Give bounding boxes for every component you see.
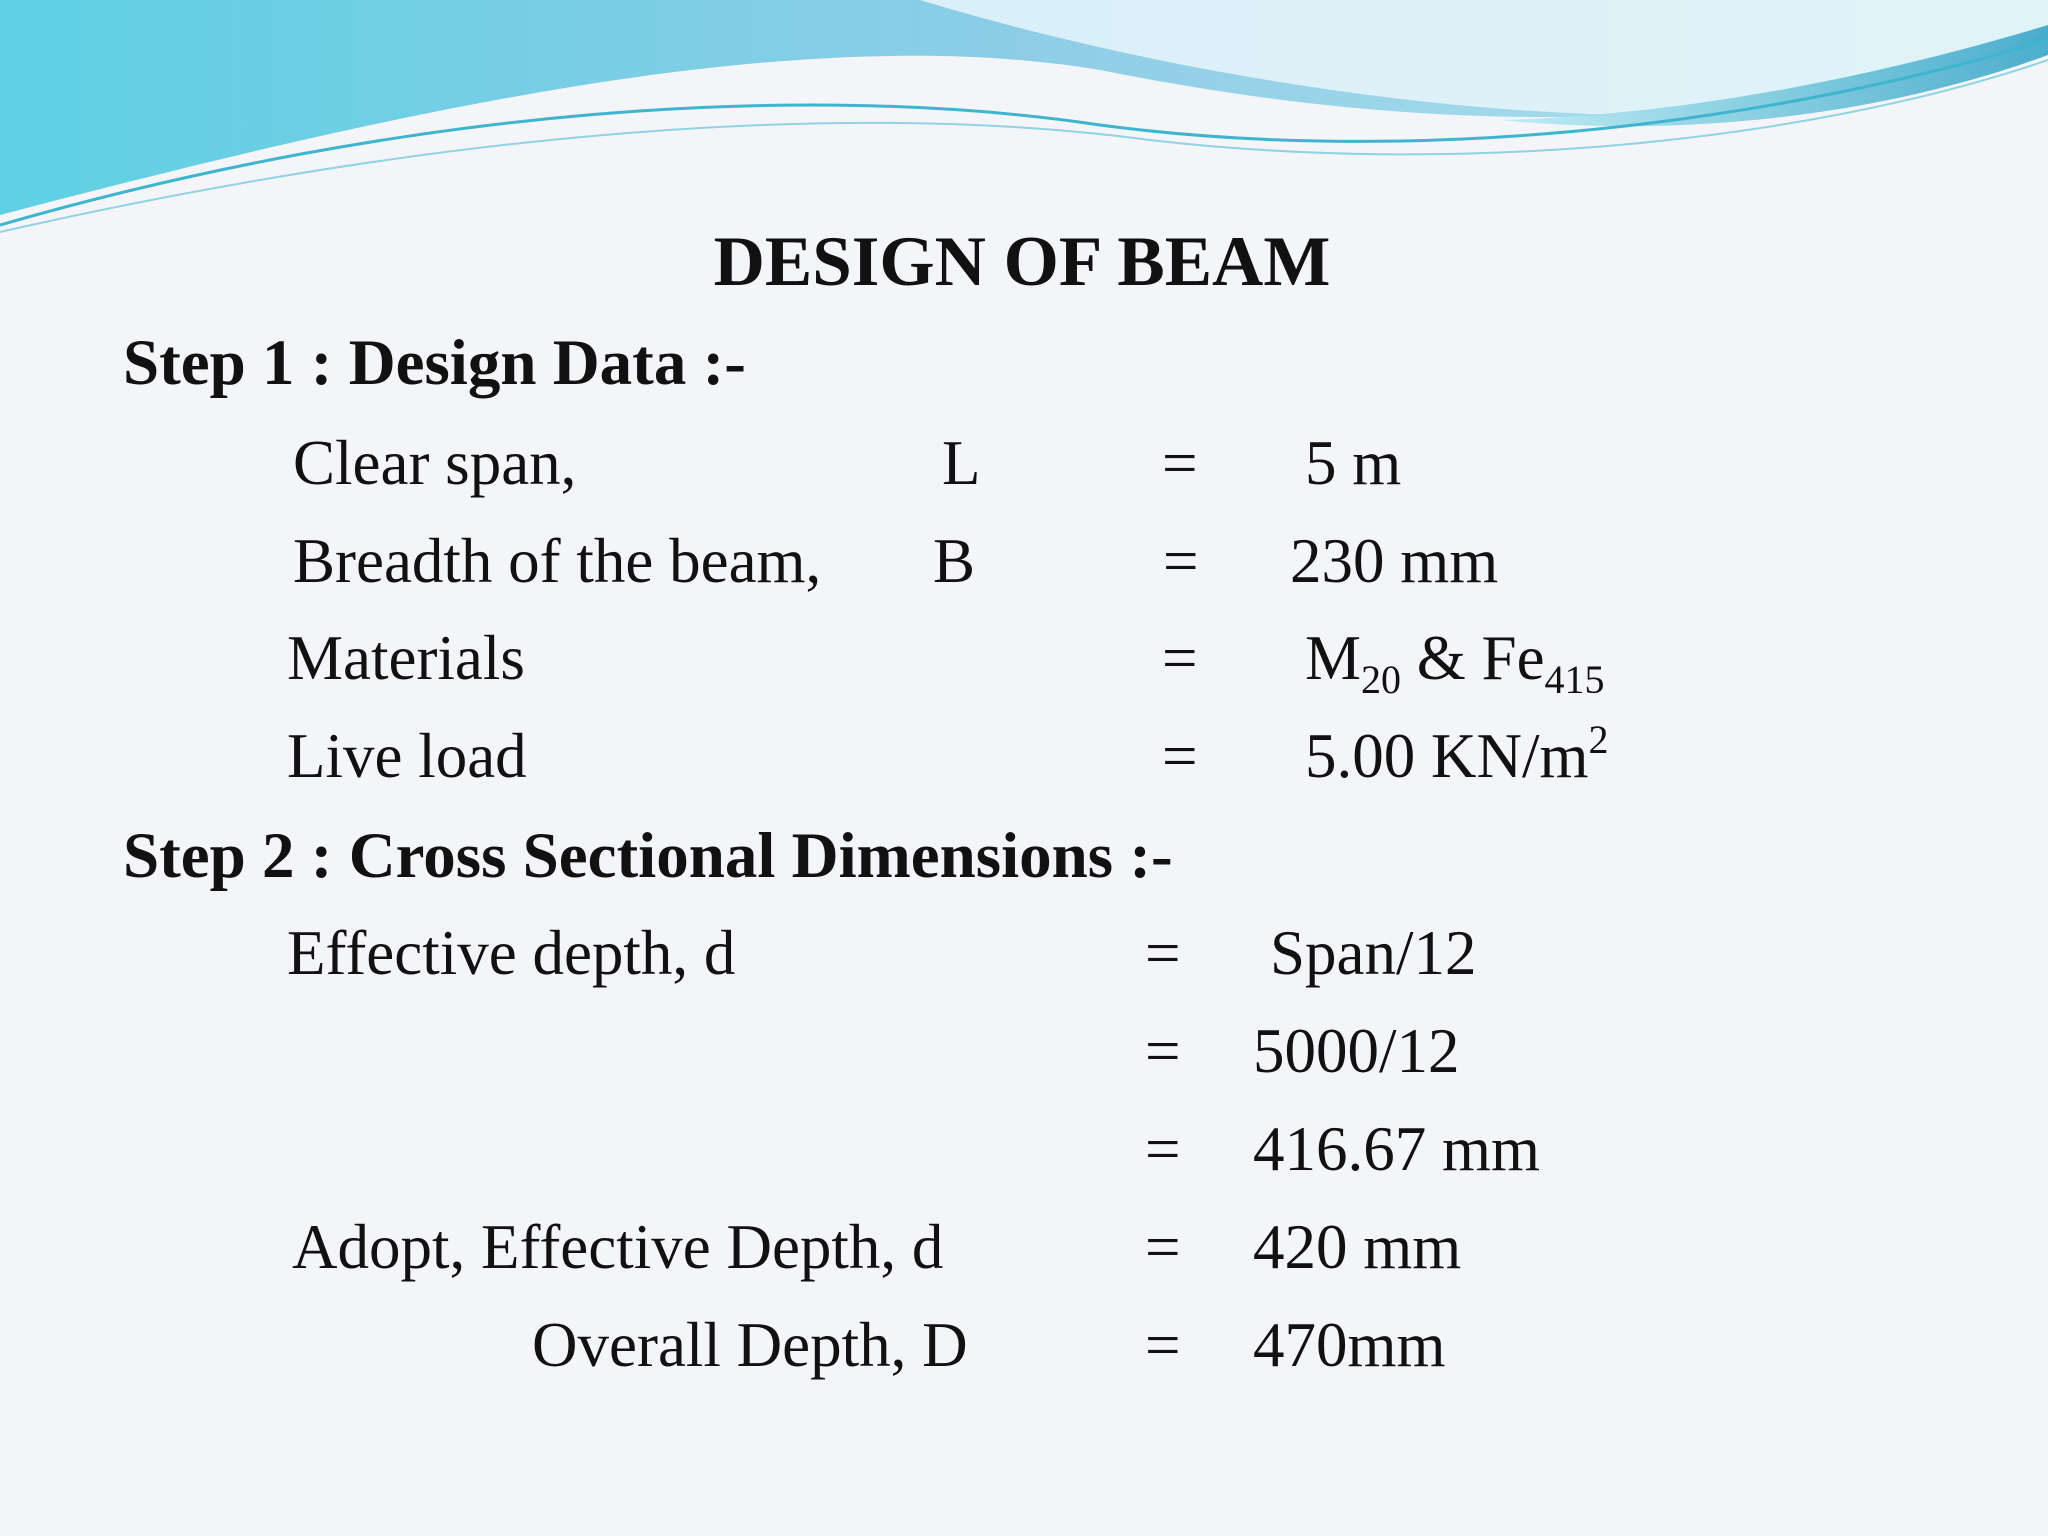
equals-sign: = xyxy=(1163,526,1199,596)
row-overall-depth xyxy=(0,1307,2048,1383)
equals-sign: = xyxy=(1162,721,1198,791)
row-value: 5000/12 xyxy=(1253,1016,1460,1086)
row-symbol: B xyxy=(933,526,976,596)
page-title: DESIGN OF BEAM xyxy=(713,223,1331,301)
equals-sign: = xyxy=(1162,428,1198,498)
row-label: Clear span, xyxy=(293,428,577,498)
equals-sign: = xyxy=(1162,623,1198,693)
row-value: 230 mm xyxy=(1290,526,1499,596)
row-value: 5.00 KN/m xyxy=(1305,721,1589,791)
concrete-grade: M xyxy=(1305,623,1362,693)
row-depth-calc xyxy=(0,1013,2048,1089)
header-wave-decoration xyxy=(0,0,2048,240)
step1-heading: Step 1 : Design Data :- xyxy=(123,327,746,399)
row-value: 5 m xyxy=(1305,428,1402,498)
ampersand: & xyxy=(1416,623,1466,693)
row-value-live-load xyxy=(1305,718,1609,794)
equals-sign: = xyxy=(1145,1114,1181,1184)
equals-sign: = xyxy=(1145,918,1181,988)
row-value: Span/12 xyxy=(1270,918,1477,988)
equals-sign: = xyxy=(1145,1310,1181,1380)
row-materials xyxy=(0,620,2048,702)
row-label: Overall Depth, D xyxy=(532,1310,968,1380)
steel-grade: Fe xyxy=(1481,623,1545,693)
unit-superscript: 2 xyxy=(1588,717,1609,762)
equals-sign: = xyxy=(1145,1212,1181,1282)
row-label: Live load xyxy=(287,721,527,791)
row-symbol: L xyxy=(942,428,981,498)
concrete-grade-subscript: 20 xyxy=(1361,657,1402,702)
row-value: 420 mm xyxy=(1253,1212,1462,1282)
row-live-load xyxy=(0,718,2048,794)
row-value: 416.67 mm xyxy=(1253,1114,1541,1184)
row-label: Breadth of the beam, xyxy=(293,526,822,596)
row-value: 470mm xyxy=(1253,1310,1446,1380)
row-value-materials xyxy=(1305,620,1605,702)
step2-heading: Step 2 : Cross Sectional Dimensions :- xyxy=(123,820,1173,892)
equals-sign: = xyxy=(1145,1016,1181,1086)
row-label: Adopt, Effective Depth, d xyxy=(292,1212,944,1282)
steel-grade-subscript: 415 xyxy=(1544,657,1605,702)
row-depth-result xyxy=(0,1111,2048,1187)
row-clear-span xyxy=(0,425,2048,501)
row-label: Materials xyxy=(287,623,525,693)
row-effective-depth xyxy=(0,915,2048,991)
row-breadth xyxy=(0,523,2048,599)
row-label: Effective depth, d xyxy=(287,918,736,988)
row-adopt-depth xyxy=(0,1209,2048,1285)
